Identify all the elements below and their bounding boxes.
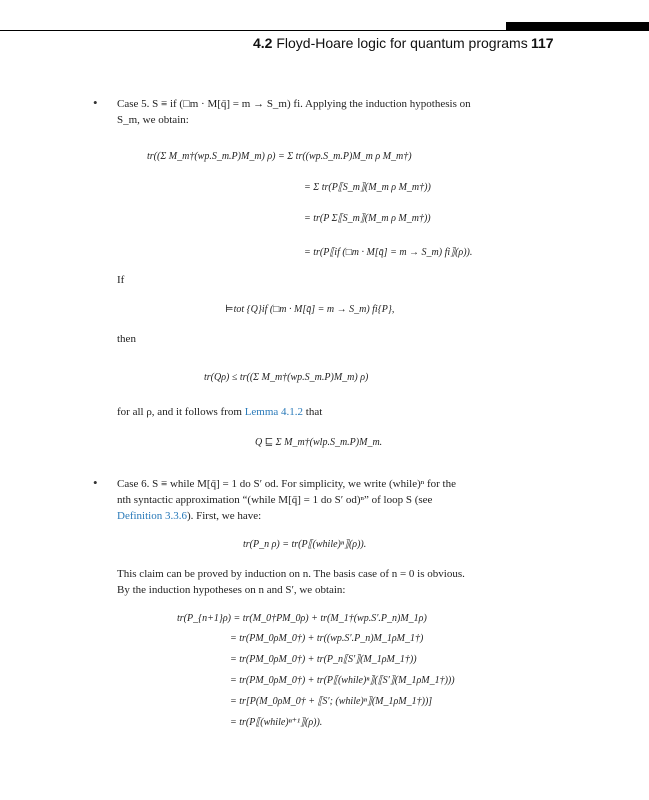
- chain-line-5: = tr[P(M_0ρM_0† + ⟦S′; (while)ⁿ⟧(M_1ρM_1†))]: [230, 696, 433, 707]
- section-title: Floyd-Hoare logic for quantum programs: [276, 35, 528, 51]
- chain-line-3: = tr(PM_0ρM_0†) + tr(P_n⟦S′⟧(M_1ρM_1†)): [230, 654, 417, 665]
- page-number: 117: [531, 35, 554, 51]
- chain-line-4: = tr(PM_0ρM_0†) + tr(P⟦(while)ⁿ⟧(⟦S′⟧(M_1ρM_1†))): [230, 675, 455, 686]
- for-all-prefix: for all ρ, and it follows from: [117, 406, 242, 418]
- case5-eq-line3: = tr(P Σ⟦S_m⟧(M_m ρ M_m†)): [304, 213, 431, 224]
- case6-proof-line2: By the induction hypotheses on n and S′, we obtain:: [117, 584, 346, 596]
- judgement: ⊨tot {Q}if (□m · M[q̄] = m → S_m) fi{P},: [225, 304, 395, 315]
- case5-eq-line1: tr((Σ M_m†(wp.S_m.P)M_m) ρ) = Σ tr((wp.S_m.P)M_m ρ M_m†): [147, 151, 412, 162]
- case6-proof-line1: This claim can be proved by induction on n. The basis case of n = 0 is obvious.: [117, 568, 465, 580]
- bullet-case6: •: [93, 475, 98, 490]
- lemma-link[interactable]: Lemma 4.1.2: [244, 406, 304, 418]
- section-number: 4.2: [253, 35, 273, 51]
- case5-intro-line1: Case 5. S ≡ if (□m · M[q̄] = m → S_m) fi. Applying the induction hypothesis on: [117, 98, 471, 110]
- case6-intro-line1: Case 6. S ≡ while M[q̄] = 1 do S′ od. For simplicity, we write (while)ⁿ for the: [117, 478, 456, 490]
- case5-eq-line4: = tr(P⟦if (□m · M[q̄] = m → S_m) fi⟧(ρ)).: [304, 247, 473, 258]
- chain-line-1: tr(P_{n+1}ρ) = tr(M_0†PM_0ρ) + tr(M_1†(wp.S′.P_n)M_1ρ): [177, 613, 427, 624]
- case5-conclusion: Q ⊑ Σ M_m†(wlp.S_m.P)M_m.: [255, 437, 383, 448]
- case6-claim: tr(P_n ρ) = tr(P⟦(while)ⁿ⟧(ρ)).: [243, 539, 367, 550]
- case5-eq-line2: = Σ tr(P⟦S_m⟧(M_m ρ M_m†)): [304, 182, 431, 193]
- case5-intro-line2: S_m, we obtain:: [117, 114, 189, 126]
- for-all-suffix: that: [305, 406, 323, 418]
- case6-intro-line2: nth syntactic approximation “(while M[q̄] = 1 do S′ od)ⁿ” of loop S (see: [117, 494, 433, 506]
- chain-line-2: = tr(PM_0ρM_0†) + tr((wp.S′.P_n)M_1ρM_1†): [230, 633, 424, 644]
- then-word: then: [117, 333, 136, 345]
- bullet-case5: •: [93, 95, 98, 110]
- definition-link[interactable]: Definition 3.3.6: [117, 510, 187, 522]
- chain-line-6: = tr(P⟦(while)ⁿ⁺¹⟧(ρ)).: [230, 717, 323, 728]
- running-header: [253, 35, 528, 51]
- case6-intro-line3: [117, 508, 261, 524]
- for-all-line: [117, 404, 322, 420]
- case6-intro-suffix: ). First, we have:: [186, 510, 262, 522]
- if-word: If: [117, 274, 125, 286]
- inequality: tr(Qρ) ≤ tr((Σ M_m†(wp.S_m.P)M_m) ρ): [204, 372, 369, 383]
- header-rule: [0, 30, 649, 31]
